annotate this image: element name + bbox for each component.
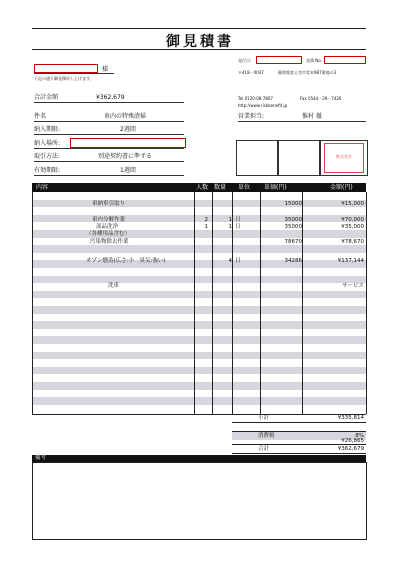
item-desc: 車内分解作業 bbox=[92, 217, 126, 223]
total-underline bbox=[34, 102, 184, 103]
table-stripe bbox=[32, 359, 366, 367]
table-stripe bbox=[32, 336, 366, 344]
table-stripe bbox=[32, 405, 366, 413]
seal-box-1 bbox=[236, 140, 278, 176]
remarks-box bbox=[32, 462, 367, 540]
issue-date-label: 発行日: bbox=[238, 58, 252, 63]
table-stripe bbox=[32, 321, 366, 329]
method-label: 取引方法: bbox=[34, 153, 61, 160]
rep-underline bbox=[238, 121, 366, 122]
header-people: 人数 bbox=[196, 184, 209, 191]
item-people: 1 bbox=[204, 224, 208, 230]
company-seal-stamp bbox=[324, 143, 364, 173]
customer-honorific: 様 bbox=[102, 66, 109, 73]
table-row bbox=[32, 231, 366, 239]
item-price: 78670 bbox=[284, 239, 302, 245]
item-unit: 日 bbox=[235, 224, 241, 230]
subject-value: 車内の特殊清掃 bbox=[104, 113, 147, 120]
table-stripe bbox=[32, 192, 366, 200]
table-row bbox=[32, 283, 366, 291]
header-content: 内容 bbox=[36, 184, 49, 191]
item-price: 15000 bbox=[284, 201, 302, 207]
grand-total-label: 合計 bbox=[258, 446, 270, 452]
item-amount: サービス bbox=[341, 283, 364, 289]
table-stripe bbox=[32, 367, 366, 375]
page-title: 御見積書 bbox=[166, 34, 234, 50]
method-underline bbox=[34, 161, 184, 162]
delivery-value: 2週間 bbox=[120, 126, 136, 133]
customer-underline bbox=[34, 73, 114, 74]
valid-value: 1週間 bbox=[120, 167, 136, 174]
tax-value: ¥26,865 bbox=[341, 438, 364, 444]
number-redacted bbox=[324, 56, 366, 64]
table-row bbox=[32, 201, 366, 209]
subject-underline bbox=[34, 121, 184, 122]
subtotal-value: ¥335,814 bbox=[337, 415, 364, 421]
total-amount-label: 合計金額 bbox=[34, 94, 59, 101]
customer-note: 下記の通り御見積申し上げます。 bbox=[34, 76, 94, 81]
place-label: 納入場所: bbox=[34, 140, 61, 147]
grand-total-value: ¥362,679 bbox=[337, 446, 364, 452]
delivery-underline bbox=[34, 134, 184, 135]
postal-code: 〒418－0047 bbox=[238, 70, 264, 75]
item-desc: オゾン燻蒸(広さ:小 臭気:強い) bbox=[86, 258, 166, 264]
item-desc: 車納車引取り bbox=[92, 201, 126, 207]
remarks-header bbox=[32, 455, 366, 462]
tel: Tel 0120-08-7867 bbox=[238, 96, 273, 101]
table-stripe bbox=[32, 374, 366, 382]
item-desc: 汚染物除去作業 bbox=[90, 239, 129, 245]
table-stripe bbox=[32, 390, 366, 398]
header-price: 単価(円) bbox=[264, 184, 287, 191]
table-stripe bbox=[32, 329, 366, 337]
item-people: 2 bbox=[204, 217, 208, 223]
total-amount-value: ¥362,679 bbox=[96, 94, 125, 101]
place-underline bbox=[34, 148, 184, 149]
number-label: 見積 No. bbox=[306, 58, 322, 63]
grand-total-row bbox=[232, 444, 366, 454]
seal-box-2 bbox=[278, 140, 320, 176]
customer-name-redacted bbox=[34, 64, 98, 73]
subtotal-label: 小計 bbox=[258, 415, 270, 421]
table-header bbox=[32, 183, 366, 192]
table-stripe bbox=[32, 382, 366, 390]
table-stripe bbox=[32, 306, 366, 314]
item-desc: 洗車 bbox=[108, 283, 120, 289]
item-qty: 1 bbox=[228, 217, 232, 223]
item-price: 34286 bbox=[284, 258, 302, 264]
valid-label: 有効期限: bbox=[34, 167, 61, 174]
method-value: 別途契約書に準ずる bbox=[98, 153, 153, 160]
item-price: 35000 bbox=[284, 224, 302, 230]
table-right-border bbox=[366, 192, 367, 414]
item-unit: 日 bbox=[235, 217, 241, 223]
item-qty: 4 bbox=[228, 258, 232, 264]
item-unit: 日 bbox=[235, 258, 241, 264]
table-stripe bbox=[32, 298, 366, 306]
header-unit: 単位 bbox=[238, 184, 251, 191]
valid-underline bbox=[34, 175, 184, 176]
subtotal-row bbox=[232, 414, 366, 423]
url: http://www.riskbenefit.jp bbox=[238, 103, 288, 108]
remarks-label: 備考 bbox=[35, 455, 47, 461]
item-desc: 部品洗浄 bbox=[96, 224, 119, 230]
item-amount: ¥35,000 bbox=[341, 224, 364, 230]
rep-name: 惟村 徹 bbox=[302, 113, 322, 120]
table-stripe bbox=[32, 352, 366, 360]
table-stripe bbox=[32, 314, 366, 322]
table-stripe bbox=[32, 268, 366, 276]
item-qty: 1 bbox=[228, 224, 232, 230]
tax-label: 消費税 bbox=[258, 433, 275, 439]
table-row bbox=[32, 239, 366, 247]
tax-rate: 8% bbox=[355, 433, 364, 439]
item-amount: ¥15,000 bbox=[341, 201, 364, 207]
stamp-text: 株式会社 bbox=[336, 154, 352, 159]
fax: Fax 0544－29－7426 bbox=[300, 96, 342, 101]
table-stripe bbox=[32, 291, 366, 299]
item-amount: ¥137,144 bbox=[337, 258, 364, 264]
place-redacted bbox=[70, 138, 186, 148]
item-price: 35000 bbox=[284, 217, 302, 223]
table-stripe bbox=[32, 344, 366, 352]
table-stripe bbox=[32, 397, 366, 405]
address: 静岡県富士宮市青木987番地の3 bbox=[278, 70, 337, 75]
issue-date-redacted bbox=[256, 56, 302, 64]
item-desc: （各種用品含む） bbox=[86, 231, 131, 237]
rep-label: 営業担当: bbox=[238, 113, 265, 120]
delivery-label: 納入期限: bbox=[34, 126, 61, 133]
header-qty: 数量 bbox=[214, 184, 227, 191]
table-row bbox=[32, 258, 366, 266]
subject-label: 件名 bbox=[34, 113, 47, 120]
item-amount: ¥70,000 bbox=[341, 217, 364, 223]
item-amount: ¥78,670 bbox=[341, 239, 364, 245]
header-amount: 金額(円) bbox=[330, 184, 353, 191]
